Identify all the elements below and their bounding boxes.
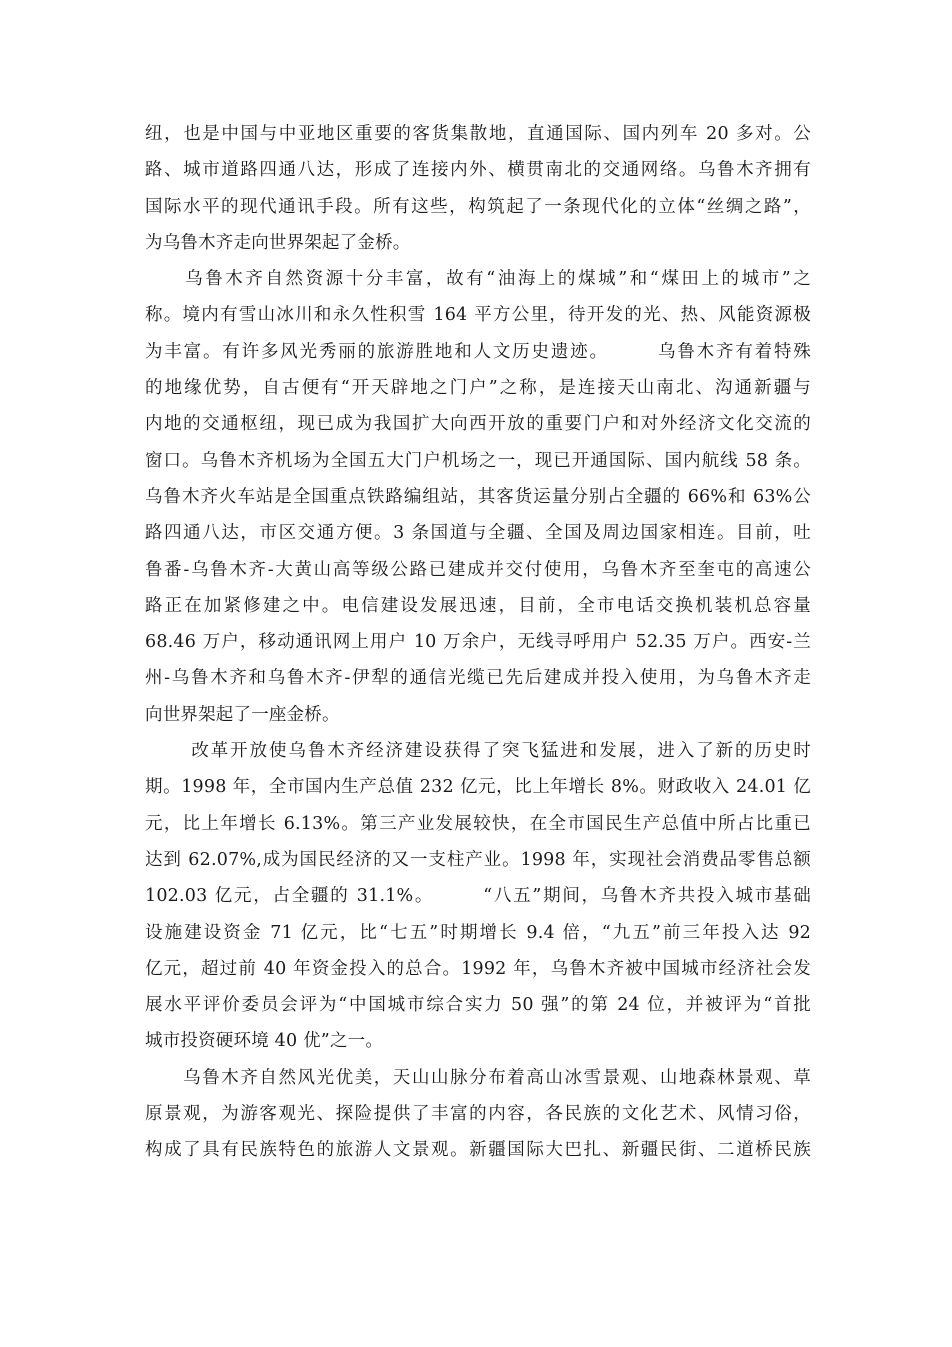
document-body: [145, 116, 811, 1169]
text-line: 期。1998 年，全市国内生产总值 232 亿元，比上年增长 8%。财政收入 24.01 亿: [145, 777, 811, 798]
text-line: 称。境内有雪山冰川和永久性积雪 164 平方公里，待开发的光、热、风能资源极: [145, 305, 811, 326]
text-line: 窗口。乌鲁木齐机场为全国五大门户机场之一，现已开通国际、国内航线 58 条。: [145, 450, 811, 471]
text-line: 路、城市道路四通八达，形成了连接内外、横贯南北的交通网络。乌鲁木齐拥有: [145, 160, 811, 181]
text-line: 设施建设资金 71 亿元，比“七五”时期增长 9.4 倍，“九五”前三年投入达 92: [145, 922, 811, 943]
text-line: 路四通八达，市区交通方便。3 条国道与全疆、全国及周边国家相连。目前，吐: [145, 523, 811, 544]
text-line: 为乌鲁木齐走向世界架起了金桥。: [145, 232, 411, 253]
paragraph-economy: [145, 733, 811, 1060]
text-line: 路正在加紧修建之中。电信建设发展迅速，目前，全市电话交换机装机总容量: [145, 595, 811, 616]
text-line: 亿元，超过前 40 年资金投入的总合。1992 年，乌鲁木齐被中国城市经济社会发: [145, 958, 811, 979]
text-line: 纽，也是中国与中亚地区重要的客货集散地，直通国际、国内列车 20 多对。公: [145, 124, 811, 144]
text-line: 乌鲁木齐自然风光优美，天山山脉分布着高山冰雪景观、山地森林景观、草: [145, 1067, 811, 1088]
text-line: 68.46 万户，移动通讯网上用户 10 万余户，无线寻呼用户 52.35 万户。西安-兰: [145, 632, 811, 653]
text-line: 州-乌鲁木齐和乌鲁木齐-伊犁的通信光缆已先后建成并投入使用，为乌鲁木齐走: [145, 668, 811, 689]
paragraph-resources: [145, 261, 811, 733]
text-line: 的地缘优势，自古便有“开天辟地之门户”之称，是连接天山南北、沟通新疆与: [145, 378, 811, 399]
text-line: 国际水平的现代通讯手段。所有这些，构筑起了一条现代化的立体“丝绸之路”，: [145, 196, 811, 217]
text-line: 展水平评价委员会评为“中国城市综合实力 50 强”的第 24 位，并被评为“首批: [145, 995, 811, 1016]
text-line: 改革开放使乌鲁木齐经济建设获得了突飞猛进和发展，进入了新的历史时: [145, 741, 811, 762]
text-line: 为丰富。有许多风光秀丽的旅游胜地和人文历史遗迹。 乌鲁木齐有着特殊: [145, 341, 811, 362]
text-line: 乌鲁木齐自然资源十分丰富，故有“油海上的煤城”和“煤田上的城市”之: [145, 269, 811, 290]
text-line: 向世界架起了一座金桥。: [145, 704, 340, 725]
text-line: 乌鲁木齐火车站是全国重点铁路编组站，其客货运量分别占全疆的 66%和 63%公: [145, 486, 811, 507]
paragraph-transport: [145, 116, 811, 261]
text-line: 102.03 亿元，占全疆的 31.1%。 “八五”期间，乌鲁木齐共投入城市基础: [145, 886, 811, 907]
text-line: 城市投资硬环境 40 优”之一。: [145, 1031, 384, 1052]
text-line: 元，比上年增长 6.13%。第三产业发展较快，在全市国民生产总值中所占比重已: [145, 813, 811, 834]
paragraph-tourism: [145, 1060, 811, 1169]
text-line: 原景观，为游客观光、探险提供了丰富的内容，各民族的文化艺术、风情习俗，: [145, 1104, 811, 1125]
text-line: 构成了具有民族特色的旅游人文景观。新疆国际大巴扎、新疆民街、二道桥民族: [145, 1140, 811, 1161]
text-line: 鲁番-乌鲁木齐-大黄山高等级公路已建成并交付使用，乌鲁木齐至奎屯的高速公: [145, 559, 811, 580]
text-line: 达到 62.07%,成为国民经济的又一支柱产业。1998 年，实现社会消费品零售总额: [145, 849, 811, 870]
text-line: 内地的交通枢纽，现已成为我国扩大向西开放的重要门户和对外经济文化交流的: [145, 414, 811, 435]
